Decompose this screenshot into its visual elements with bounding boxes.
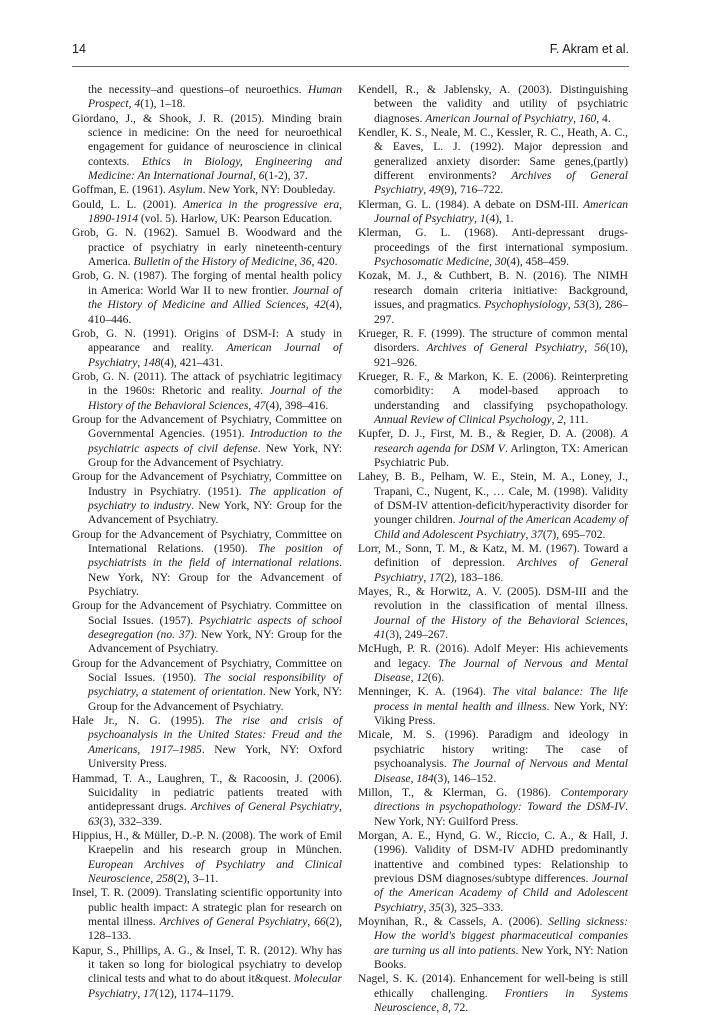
reference-entry [358, 83, 628, 126]
reference-text: . New York, NY: Group for the Advancement of Psychiatry. [88, 629, 342, 656]
reference-text: (3), 146–152. [433, 772, 497, 785]
reference-text: Group for the Advancement of Psychiatry, Committee on International Relations. (1950). [72, 528, 342, 555]
reference-text: . New York, NY: Group for the Advancement of Psychiatry. [88, 686, 342, 713]
reference-entry [72, 112, 342, 184]
reference-text: Kendler, K. S., Neale, M. C., Kessler, R. C., Heath, A. C., & Eaves, L. J. (1992). Major depression and generalized anxiety disorder: Same genes,(partly) different environments? [358, 127, 628, 183]
reference-italic-text: 2 [557, 413, 564, 426]
reference-text: Krueger, R. F., & Markon, K. E. (2006). Reinterpreting comorbidity: A model-based approach to understanding and classifying psychopathology. [358, 370, 628, 412]
reference-italic-text: 30 [494, 256, 507, 269]
reference-text: Grob, G. N. (1991). Origins of DSM-I: A study in appearance and reality. [72, 327, 342, 355]
reference-italic-text: 160 [578, 112, 597, 125]
reference-text: , 420. [311, 256, 338, 269]
reference-entry [358, 470, 628, 542]
reference-entry [358, 269, 628, 326]
reference-italic-text: 66 [314, 915, 326, 928]
reference-italic-text: Archives of General Psychiatry [426, 342, 585, 355]
reference-text: (4), 421–431. [160, 356, 224, 369]
reference-italic-text: Contemporary directions in psychopathology: Toward the DSM-IV [374, 786, 628, 814]
reference-entry [72, 269, 342, 326]
reference-text: , [625, 614, 628, 627]
reference-text: Giordano, J., & Shook, J. R. (2015). Minding brain science in medicine: On the need for neuroethical engagement for guidance of neuroscience in clinical contexts. [72, 112, 342, 168]
reference-text: . New York, NY: Group for the Advancement of Psychiatry. [88, 557, 342, 599]
reference-entry [72, 183, 342, 197]
reference-text: , [150, 872, 157, 885]
reference-text: , [248, 399, 255, 412]
reference-italic-text: Human Prospect [88, 84, 342, 111]
reference-italic-text: Molecular Psychiatry [88, 973, 342, 1000]
reference-text: Millon, T., & Klerman, G. (1986). [358, 786, 561, 799]
reference-italic-text: Archives of General Psychiatry [374, 557, 629, 584]
reference-text: Menninger, K. A. (1964). [358, 686, 493, 699]
reference-text: (3), 332–339. [99, 815, 163, 828]
reference-italic-text: Asylum [168, 184, 203, 197]
reference-text: Krueger, R. F. (1999). The structure of common mental disorders. [358, 327, 628, 355]
reference-text: , [137, 356, 144, 369]
reference-italic-text: 184 [416, 772, 434, 785]
reference-entry [72, 413, 342, 470]
reference-italic-text: 37 [531, 528, 543, 541]
reference-entry [358, 542, 628, 585]
reference-text: (1), 1–18. [140, 98, 186, 111]
reference-text: Nagel, S. K. (2014). Enhancement for well-being is still ethically challenging. [358, 973, 628, 1000]
reference-italic-text: 258 [156, 872, 174, 885]
reference-italic-text: Selling sickness: How the world's biggest pharmaceutical companies are turning us all into patients [374, 915, 628, 957]
reference-entry [72, 886, 342, 943]
reference-italic-text: Psychosomatic Medicine [374, 256, 490, 269]
reference-entry [72, 657, 342, 714]
reference-italic-text: America in the progressive era, 1890-1914 [88, 198, 342, 226]
reference-italic-text: 47 [254, 399, 266, 412]
reference-italic-text: 49 [429, 184, 441, 197]
reference-italic-text: American Journal of Psychiatry [374, 198, 628, 226]
reference-text: (6). [427, 672, 445, 685]
reference-text: . New York, NY: Doubleday. [202, 184, 336, 197]
reference-entry [358, 198, 628, 227]
reference-text: (9), 716–722. [440, 184, 504, 197]
reference-italic-text: Ethics in Biology, Engineering and Medicine: An International Journal [88, 155, 342, 183]
reference-text: the necessity–and questions–of neuroethics. [88, 84, 308, 96]
reference-text: , [423, 901, 430, 914]
reference-text: (7), 695–702. [542, 528, 606, 541]
reference-text: , [410, 672, 417, 685]
reference-text: Mayes, R., & Horwitz, A. V. (2005). DSM-III and the revolution in the classification of mental illness. [358, 586, 628, 613]
reference-text: Moynihan, R., & Cassels, A. (2006). [358, 915, 549, 928]
reference-entry [358, 126, 628, 198]
reference-text: Klerman, G. L. (1968). Anti-depressant drugs-proceedings of the first international symposium. [358, 227, 628, 254]
reference-italic-text: 35 [429, 901, 441, 914]
reference-entry [358, 829, 628, 915]
reference-entry [358, 786, 628, 829]
reference-text: (2), 3–11. [173, 872, 219, 885]
reference-text: . New York, NY: Guilford Press. [374, 801, 628, 828]
reference-text: , [567, 299, 574, 312]
reference-entry [72, 829, 342, 886]
page-number: 14 [72, 42, 86, 56]
reference-text: (2), 183–186. [440, 571, 504, 584]
reference-text: Klerman, G. L. (1984). A debate on DSM-III. [358, 198, 584, 211]
reference-text: (1-2), 37. [264, 170, 308, 183]
reference-italic-text: 63 [88, 815, 100, 828]
reference-italic-text: The Journal of Nervous and Mental Disease [374, 758, 629, 785]
reference-entry [358, 427, 628, 470]
reference-text: . New York, NY: Oxford University Press. [88, 743, 342, 771]
reference-text: , 111. [563, 413, 589, 426]
reference-italic-text: Journal of the History of Medicine and Allied Sciences [88, 284, 342, 312]
reference-italic-text: 8 [442, 1002, 448, 1014]
reference-italic-text: Bulletin of the History of Medicine [133, 256, 295, 269]
reference-italic-text: Psychiatric aspects of school desegregation (no. 37) [88, 614, 342, 642]
reference-italic-text: Journal of the American Academy of Child and Adolescent Psychiatry [374, 872, 628, 914]
reference-text: , [410, 772, 417, 785]
reference-text: , [525, 528, 532, 541]
reference-text: Kapur, S., Phillips, A. G., & Insel, T. R. (2012). Why has it taken so long for biological psychiatry to develop clinical tests and what to do about it&quest. [72, 944, 342, 986]
reference-entry [72, 599, 342, 656]
reference-text: Grob, G. N. (2011). The attack of psychiatric legitimacy in the 1960s: Rhetoric and reality. [72, 370, 342, 398]
reference-entry [72, 772, 342, 829]
reference-italic-text: Journal of the American Academy of Child and Adolescent Psychiatry [374, 514, 628, 541]
reference-entry [72, 327, 342, 370]
reference-text: , [584, 342, 595, 355]
reference-text: , [339, 801, 342, 814]
running-head: F. Akram et al. [549, 42, 629, 56]
reference-text: Micale, M. S. (1996). Paradigm and ideology in psychiatric history writing: The case of psychoanalysis. [358, 729, 628, 771]
reference-italic-text: The position of psychiatrists in the field of international relations [88, 543, 342, 570]
reference-text: Goffman, E. (1961). [72, 184, 169, 197]
reference-text: Grob, G. N. (1987). The forging of mental health policy in America: World War II to new frontier. [72, 270, 342, 297]
reference-italic-text: Archives of General Psychiatry [159, 915, 308, 928]
reference-text: Group for the Advancement of Psychiatry, Committee on Industry in Psychiatry. (1951). [72, 471, 342, 498]
reference-text: (4), 410–446. [88, 299, 342, 326]
reference-text: (2), 128–133. [88, 915, 343, 943]
reference-entry [72, 226, 342, 269]
reference-italic-text: Journal of the History of the Behavioral Sciences [88, 385, 342, 412]
reference-entry [358, 915, 628, 972]
reference-entry [358, 972, 628, 1015]
reference-text: , [551, 413, 558, 426]
reference-text: , [307, 915, 315, 928]
reference-italic-text: Archives of General Psychiatry [190, 801, 340, 814]
reference-text: Grob, G. N. (1962). Samuel B. Woodward and the practice of psychiatry in early nineteenth-century America. [72, 227, 342, 269]
reference-italic-text: 56 [594, 342, 606, 355]
reference-text: , [474, 213, 480, 226]
reference-italic-text: European Archives of Psychiatry and Clinical Neuroscience [88, 858, 342, 885]
reference-text: (4), 398–416. [265, 399, 329, 412]
reference-entry [358, 642, 628, 685]
reference-italic-text: Psychophysiology [484, 299, 568, 312]
reference-italic-text: 12 [416, 672, 428, 685]
reference-italic-text: Introduction to the psychiatric aspects of civil defense [88, 428, 342, 455]
reference-text: Group for the Advancement of Psychiatry. Committee on Social Issues. (1957). [72, 600, 342, 627]
reference-text: (12), 1174–1179. [154, 987, 234, 1000]
reference-italic-text: Frontiers in Systems Neuroscience [374, 987, 628, 1014]
reference-text: . New York, NY: Nation Books. [374, 944, 628, 971]
reference-text: Lahey, B. B., Pelham, W. E., Stein, M. A., Loney, J., Trapani, C., Nugent, K., … Cale, M. (1998). Validity of DSM-IV attention-deficit/hyperactivity disorder for younger children. [358, 471, 628, 527]
reference-italic-text: A research agenda for DSM V [374, 428, 628, 455]
reference-text: Hale Jr., N. G. (1995). [72, 715, 215, 728]
reference-entry [358, 327, 628, 370]
reference-text: . New York, NY: Group for the Advancement of Psychiatry. [88, 499, 342, 527]
reference-text: , [294, 256, 300, 269]
reference-text: , [489, 256, 495, 269]
reference-italic-text: 17 [429, 571, 441, 584]
reference-italic-text: 42 [314, 299, 326, 312]
reference-text: Group for the Advancement of Psychiatry, Committee on Social Issues. (1950). [72, 657, 342, 685]
reference-entry [358, 226, 628, 269]
reference-entry [72, 528, 342, 600]
reference-italic-text: 17 [143, 987, 155, 1000]
reference-column-right [358, 83, 628, 1015]
reference-italic-text: Archives of General Psychiatry [374, 170, 629, 197]
reference-text: , [252, 170, 259, 183]
reference-text: Lorr, M., Sonn, T. M., & Katz, M. M. (1967). Toward a definition of depression. [358, 543, 628, 570]
reference-text: (4), 458–459. [506, 256, 569, 269]
reference-text: Morgan, A. E., Hynd, G. W., Riccio, C. A., & Hall, J. (1996). Validity of DSM-IV ADHD predominantly inattentive and combined types: Relationship to previous DSM diagnoses/subtype differences. [358, 829, 628, 885]
reference-italic-text: American Journal of Psychiatry [425, 112, 574, 125]
reference-text: . New York, NY: Viking Press. [374, 700, 628, 728]
reference-text: Kendell, R., & Jablensky, A. (2003). Distinguishing between the validity and utility of psychiatric diagnoses. [358, 84, 628, 125]
reference-text: Hippius, H., & Müller, D.-P. N. (2008). The work of Emil Kraepelin and his research group in München. [72, 829, 342, 857]
reference-entry [358, 685, 628, 728]
reference-text: (4), 1. [485, 213, 514, 226]
reference-italic-text: The rise and crisis of psychoanalysis in the United States: Freud and the Americans, 1917–1985 [88, 715, 342, 756]
reference-text: Group for the Advancement of Psychiatry, Committee on Governmental Agencies. (1951). [72, 413, 342, 441]
reference-italic-text: The vital balance: The life process in mental health and illness [374, 686, 629, 713]
reference-italic-text: 148 [143, 356, 161, 369]
header-rule [72, 66, 629, 67]
reference-entry [358, 370, 628, 427]
reference-text: Kupfer, D. J., First, M. B., & Regier, D. A. (2008). [358, 428, 621, 441]
reference-italic-text: 1 [479, 213, 486, 226]
reference-text: , [128, 98, 135, 111]
reference-text: . Arlington, TX: American Psychiatric Pub. [374, 442, 628, 469]
reference-italic-text: 53 [573, 299, 586, 312]
reference-italic-text: 36 [299, 256, 312, 269]
reference-italic-text: Journal of the History of the Behavioral Sciences [374, 614, 626, 627]
reference-text: McHugh, P. R. (2016). Adolf Meyer: His achievements and legacy. [358, 643, 628, 670]
reference-italic-text: The Journal of Nervous and Mental Disease [374, 657, 629, 685]
page-header [72, 42, 629, 62]
reference-text: , 72. [447, 1002, 469, 1014]
reference-entry [72, 83, 342, 112]
reference-text: , [305, 299, 315, 312]
reference-entry [358, 585, 628, 642]
reference-text: (3), 325–333. [440, 901, 504, 914]
reference-entry [72, 198, 342, 227]
reference-entry [72, 944, 342, 1001]
reference-text: (vol. 5). Harlow, UK: Pearson Education. [138, 213, 333, 226]
reference-column-left [72, 83, 342, 1001]
reference-entry [72, 714, 342, 771]
reference-text: , [436, 1002, 443, 1014]
reference-entry [358, 728, 628, 785]
reference-text: (3), 286–297. [374, 299, 628, 326]
reference-text: , 4. [596, 112, 611, 125]
reference-text: Kozak, M. J., & Cuthbert, B. N. (2016). The NIMH research domain criteria initiative: Background, issues, and pragmatics. [358, 270, 628, 312]
reference-text: (10), 921–926. [374, 342, 629, 369]
reference-text: Gould, L. L. (2001). [72, 198, 183, 211]
reference-italic-text: 6 [258, 170, 265, 183]
reference-italic-text: American Journal of Psychiatry [88, 342, 342, 369]
reference-text: Hammad, T. A., Laughren, T., & Racoosin, J. (2006). Suicidality in pediatric patients treated with antidepressant drugs. [72, 772, 342, 814]
reference-text: , [423, 184, 430, 197]
reference-italic-text: The social responsibility of psychiatry, a statement of orientation [88, 672, 342, 699]
reference-italic-text: 4 [134, 98, 141, 111]
reference-text: , [423, 571, 430, 584]
reference-text: (3), 249–267. [385, 629, 449, 642]
reference-entry [72, 470, 342, 527]
reference-text: , [137, 987, 144, 1000]
reference-italic-text: The application of psychiatry to industry [88, 485, 342, 512]
reference-text: Insel, T. R. (2009). Translating scientific opportunity into public health impact: A strategic plan for research on mental illness. [72, 887, 342, 928]
reference-text: . New York, NY: Group for the Advancement of Psychiatry. [88, 442, 342, 469]
reference-entry [72, 370, 342, 413]
reference-text: , [573, 112, 579, 125]
reference-italic-text: 41 [374, 629, 386, 642]
reference-italic-text: Annual Review of Clinical Psychology [374, 413, 552, 426]
